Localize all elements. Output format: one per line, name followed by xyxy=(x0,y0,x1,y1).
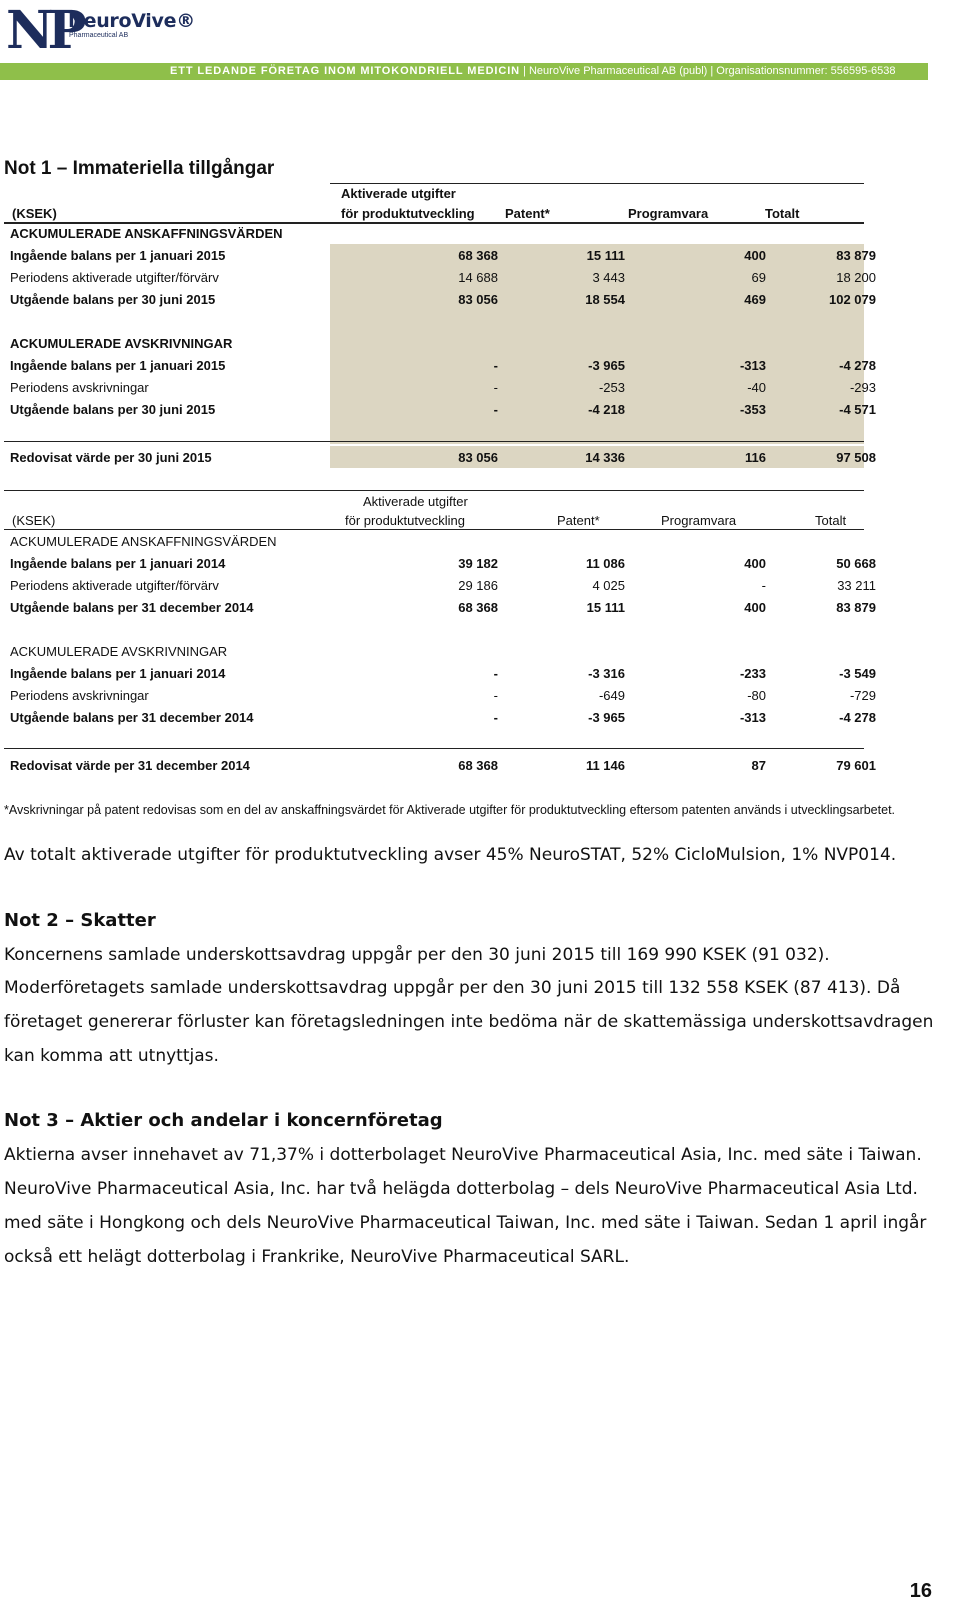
cell: - xyxy=(761,578,766,593)
cell: -233 xyxy=(739,666,766,681)
cell: -313 xyxy=(739,710,766,725)
row-label: Ingående balans per 1 januari 2015 xyxy=(10,248,226,263)
cell: 68 368 xyxy=(458,758,498,773)
table-row xyxy=(10,556,882,576)
cell: -293 xyxy=(849,380,876,395)
cell: - xyxy=(493,358,498,373)
row-label: Periodens aktiverade utgifter/förvärv xyxy=(10,270,219,285)
col-header-dev-line1: Aktiverade utgifter xyxy=(341,186,456,201)
table-row xyxy=(10,292,882,312)
cell: -3 549 xyxy=(839,666,876,681)
cell: 11 086 xyxy=(585,556,625,571)
company-logo xyxy=(6,0,195,61)
table-row xyxy=(10,600,882,620)
section-depreciation xyxy=(10,336,882,356)
cell: 469 xyxy=(744,292,766,307)
col-header-unit: (KSEK) xyxy=(12,513,56,528)
row-label: Periodens avskrivningar xyxy=(10,688,149,703)
cell: -4 278 xyxy=(839,710,876,725)
cell: 29 186 xyxy=(458,578,498,593)
cell: -3 965 xyxy=(588,710,625,725)
cell: -649 xyxy=(598,688,625,703)
col-header-total: Totalt xyxy=(815,513,847,528)
cell: -253 xyxy=(598,380,625,395)
cell: 83 056 xyxy=(458,292,498,307)
cell: -3 965 xyxy=(588,358,625,373)
cell: 18 554 xyxy=(585,292,625,307)
row-label: Ingående balans per 1 januari 2014 xyxy=(10,666,226,681)
cell: 102 079 xyxy=(829,292,876,307)
cell: 15 111 xyxy=(586,600,625,615)
tagline-tail: | NeuroVive Pharmaceutical AB (publ) | Organisationsnummer: 556595-6538 xyxy=(520,65,896,77)
col-header-total: Totalt xyxy=(765,206,800,221)
cell: 50 668 xyxy=(836,556,876,571)
cell: 83 056 xyxy=(458,450,498,465)
table-row xyxy=(10,248,882,268)
note3-title: Not 3 – Aktier och andelar i koncernföretag xyxy=(4,1110,443,1131)
page-number: 16 xyxy=(909,1580,932,1602)
cell: -353 xyxy=(739,402,766,417)
table-top-rule xyxy=(4,490,864,491)
section-label: ACKUMULERADE AVSKRIVNINGAR xyxy=(10,336,233,351)
row-label: Utgående balans per 31 december 2014 xyxy=(10,600,254,615)
cell: 79 601 xyxy=(836,758,876,773)
col-header-software: Programvara xyxy=(628,206,709,221)
table-row-total xyxy=(10,758,882,778)
cell: 400 xyxy=(744,556,766,571)
note2-paragraph-2: Moderföretagets samlade underskottsavdrag uppgår per den 30 juni 2015 till 132 558 KSEK (87 413). Då företaget genererar förluster kan företagsledningen inte bedöma när de skattemässiga underskottsavdragen kan komma att utnyttjas. xyxy=(4,978,934,1066)
col-header-software: Programvara xyxy=(661,513,737,528)
cell: 69 xyxy=(751,270,766,285)
cell: - xyxy=(493,380,498,395)
table-row xyxy=(10,578,882,598)
table-row xyxy=(10,688,882,708)
cell: - xyxy=(493,666,498,681)
section-acquisition xyxy=(10,534,882,554)
header-tagline xyxy=(170,65,895,77)
col-header-patent: Patent* xyxy=(505,206,550,221)
cell: 18 200 xyxy=(836,270,876,285)
col-header-patent: Patent* xyxy=(557,513,600,528)
cell: 3 443 xyxy=(592,270,625,285)
note2-paragraph-1: Koncernens samlade underskottsavdrag uppgår per den 30 juni 2015 till 169 990 KSEK (91 032). xyxy=(4,945,830,965)
cell: 39 182 xyxy=(458,556,498,571)
cell: -3 316 xyxy=(588,666,625,681)
note2-title: Not 2 – Skatter xyxy=(4,910,156,931)
page-header xyxy=(0,0,960,80)
row-label: Redovisat värde per 30 juni 2015 xyxy=(10,450,212,465)
logo-company-sub: Pharmaceutical AB xyxy=(69,32,129,39)
cell: -313 xyxy=(739,358,766,373)
total-rule xyxy=(4,748,864,749)
cell: 83 879 xyxy=(836,600,876,615)
cell: -4 278 xyxy=(839,358,876,373)
cell: - xyxy=(493,710,498,725)
tagline-main: ETT LEDANDE FÖRETAG INOM MITOKONDRIELL MEDICIN xyxy=(170,65,521,77)
row-label: Utgående balans per 31 december 2014 xyxy=(10,710,254,725)
table-top-rule xyxy=(330,183,864,184)
section-depreciation xyxy=(10,644,882,664)
cell: 14 688 xyxy=(458,270,498,285)
table-row xyxy=(10,270,882,290)
cell: -80 xyxy=(747,688,766,703)
note1-title: Not 1 – Immateriella tillgångar xyxy=(4,158,275,179)
cell: 4 025 xyxy=(592,578,625,593)
cell: -729 xyxy=(849,688,876,703)
table-row xyxy=(10,710,882,730)
row-label: Periodens avskrivningar xyxy=(10,380,149,395)
table-footnote: *Avskrivningar på patent redovisas som en del av anskaffningsvärdet för Aktiverade utgifter för produktutveckling eftersom patenten används i utvecklingsarbetet. xyxy=(4,803,896,817)
cell: 14 336 xyxy=(585,450,625,465)
cell: 83 879 xyxy=(836,248,876,263)
cell: -4 571 xyxy=(839,402,876,417)
note3-paragraph: Aktierna avser innehavet av 71,37% i dotterbolaget NeuroVive Pharmaceutical Asia, Inc. med säte i Taiwan. NeuroVive Pharmaceutical Asia, Inc. har två helägda dotterbolag – dels NeuroVive Pharmaceutical Asia Ltd. med säte i Hongkong och dels NeuroVive Pharmaceutical Taiwan, Inc. med säte i Taiwan. Sedan 1 april ingår också ett helägt dotterbolag i Frankrike, NeuroVive Pharmaceutical SARL. xyxy=(4,1145,927,1267)
cell: 400 xyxy=(744,248,766,263)
cell: 97 508 xyxy=(836,450,876,465)
cell: - xyxy=(493,402,498,417)
cell: 11 146 xyxy=(585,758,625,773)
table-row xyxy=(10,358,882,378)
row-label: Ingående balans per 1 januari 2015 xyxy=(10,358,226,373)
logo-mark: NP xyxy=(6,0,81,61)
cell: -40 xyxy=(747,380,766,395)
section-label: ACKUMULERADE ANSKAFFNINGSVÄRDEN xyxy=(10,226,283,241)
cell: 33 211 xyxy=(837,578,876,593)
col-header-dev-line2: för produktutveckling xyxy=(345,513,465,528)
cell: 68 368 xyxy=(458,248,498,263)
section-label: ACKUMULERADE AVSKRIVNINGAR xyxy=(10,644,228,659)
col-header-dev-line1: Aktiverade utgifter xyxy=(363,494,468,509)
header-rule xyxy=(4,529,864,530)
logo-company-name: NeuroVive® xyxy=(68,10,195,32)
col-header-dev-line2: för produktutveckling xyxy=(341,206,475,221)
cell: 15 111 xyxy=(586,248,625,263)
note1-summary: Av totalt aktiverade utgifter för produktutveckling avser 45% NeuroSTAT, 52% CicloMulsion, 1% NVP014. xyxy=(4,845,897,865)
section-acquisition xyxy=(10,226,882,246)
section-label: ACKUMULERADE ANSKAFFNINGSVÄRDEN xyxy=(10,534,277,549)
table-row xyxy=(10,402,882,422)
col-header-unit: (KSEK) xyxy=(12,206,57,221)
table-row-total xyxy=(10,450,882,470)
header-rule xyxy=(4,222,864,224)
table-row xyxy=(10,666,882,686)
cell: 116 xyxy=(745,450,766,465)
cell: 400 xyxy=(744,600,766,615)
total-rule xyxy=(4,441,864,442)
row-label: Redovisat värde per 31 december 2014 xyxy=(10,758,250,773)
cell: 87 xyxy=(751,758,766,773)
header-tagline-bar xyxy=(0,63,928,80)
cell: - xyxy=(493,688,498,703)
table-row xyxy=(10,380,882,400)
cell: -4 218 xyxy=(588,402,625,417)
row-label: Periodens aktiverade utgifter/förvärv xyxy=(10,578,219,593)
row-label: Utgående balans per 30 juni 2015 xyxy=(10,402,216,417)
row-label: Utgående balans per 30 juni 2015 xyxy=(10,292,216,307)
row-label: Ingående balans per 1 januari 2014 xyxy=(10,556,226,571)
cell: 68 368 xyxy=(458,600,498,615)
